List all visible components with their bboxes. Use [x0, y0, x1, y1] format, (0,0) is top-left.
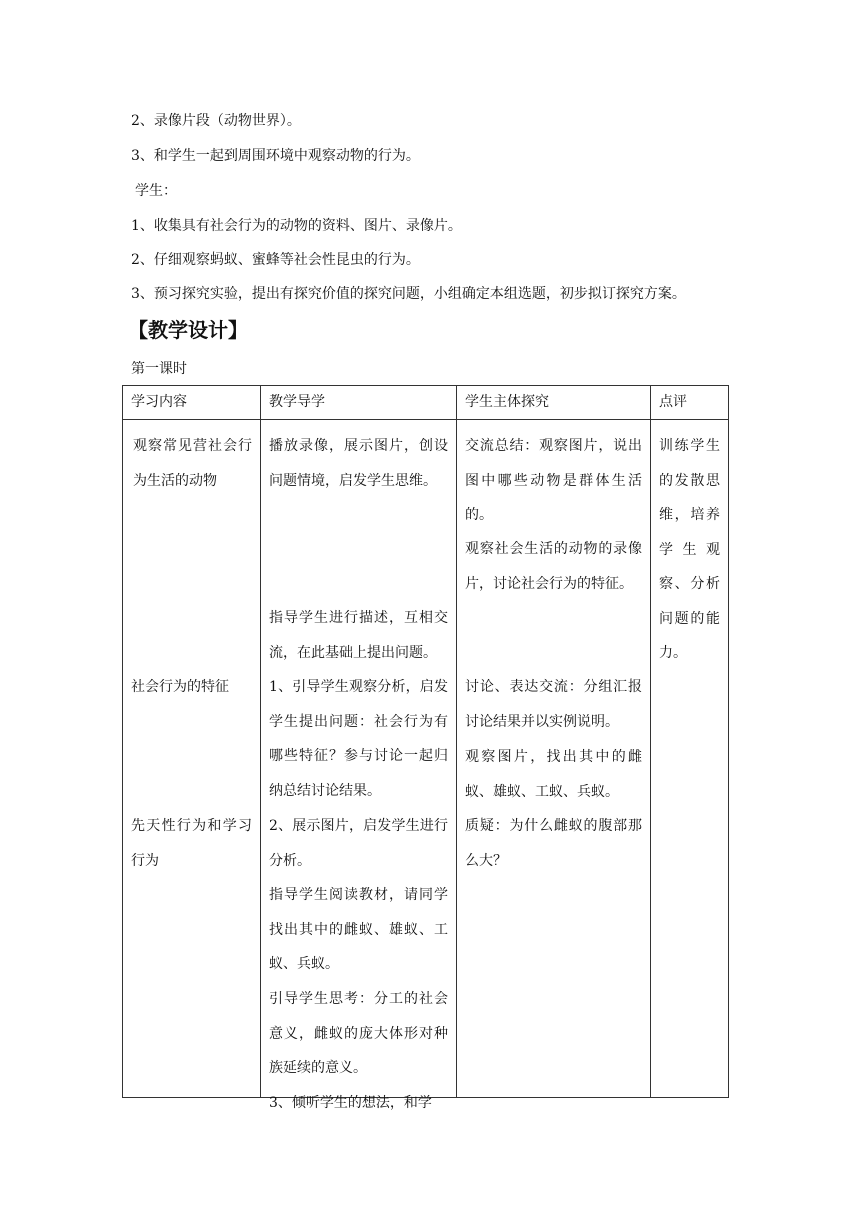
prep-line-collect: 1、收集具有社会行为的动物的资料、图片、录像片。	[131, 218, 462, 234]
section-title: 【教学设计】	[128, 318, 248, 342]
content-item: 先天性行为和学习行为	[131, 818, 252, 869]
table-row	[123, 420, 729, 1098]
header-comment: 点评	[651, 386, 729, 420]
content-cell	[123, 420, 261, 1098]
content-item: 社会行为的特征	[131, 679, 229, 695]
prep-line-preview: 3、预习探究实验，提出有探究价值的探究问题，小组确定本组选题，初步拟订探究方案。	[131, 286, 686, 302]
table-header-row	[123, 386, 729, 420]
inquiry-paragraph: 交流总结：观察图片，说出图中哪些动物是群体生活的。	[465, 438, 642, 523]
prep-students-heading: 学生：	[135, 183, 177, 199]
header-inquiry: 学生主体探究	[457, 386, 651, 420]
guide-paragraph: 1、引导学生观察分析，启发学生提出问题：社会行为有哪些特征？参与讨论一起归纳总结讨论结果。	[269, 679, 448, 799]
teaching-design-table	[122, 385, 729, 1111]
inquiry-paragraph: 观察图片，找出其中的雌蚁、雄蚁、工蚁、兵蚁。	[465, 749, 642, 800]
inquiry-paragraph: 观察社会生活的动物的录像片，讨论社会行为的特征。	[465, 541, 642, 592]
prep-line-insects: 2、仔细观察蚂蚁、蜜蜂等社会性昆虫的行为。	[131, 252, 420, 268]
comment-cell	[651, 420, 729, 1098]
guide-paragraph: 播放录像，展示图片，创设问题情境，启发学生思维。	[269, 438, 448, 489]
prep-line-video: 2、录像片段（动物世界）。	[131, 113, 301, 129]
guide-paragraph: 指导学生阅读教材，请同学找出其中的雌蚁、雄蚁、工蚁、兵蚁。	[269, 887, 448, 972]
guide-paragraph: 引导学生思考：分工的社会意义，雌蚁的庞大体形对种族延续的意义。	[269, 991, 448, 1076]
guide-paragraph: 2、展示图片，启发学生进行分析。	[269, 818, 448, 869]
inquiry-cell	[457, 420, 651, 1098]
guide-paragraph: 3、倾听学生的想法，和学	[269, 1095, 432, 1111]
comment-paragraph: 训练学生的发散思维，培养学生观察、分析问题的能力。	[659, 438, 720, 661]
lesson-label: 第一课时	[131, 361, 187, 377]
header-content: 学习内容	[123, 386, 261, 420]
prep-line-observe: 3、和学生一起到周围环境中观察动物的行为。	[131, 148, 420, 164]
guide-paragraph: 指导学生进行描述，互相交流，在此基础上提出问题。	[269, 610, 448, 661]
inquiry-paragraph: 讨论、表达交流：分组汇报讨论结果并以实例说明。	[465, 679, 642, 730]
inquiry-paragraph: 质疑：为什么雌蚁的腹部那么大？	[465, 818, 642, 869]
content-item: 观察常见营社会行为生活的动物	[133, 438, 252, 489]
guide-cell	[261, 420, 457, 1111]
header-guide: 教学导学	[261, 386, 457, 420]
